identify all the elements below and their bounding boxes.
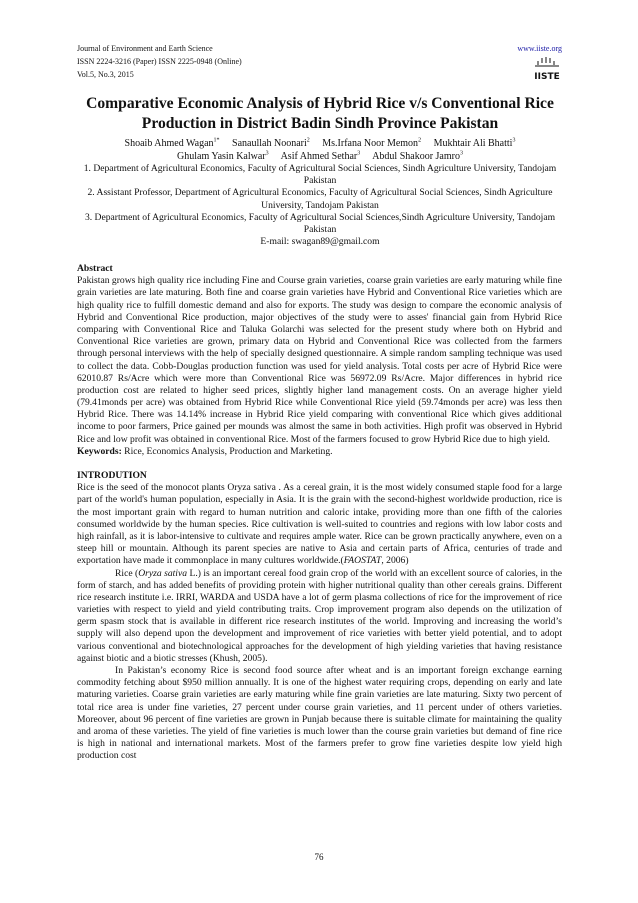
journal-header [77, 42, 562, 81]
author-list: Shoaib Ahmed Wagan$^{1*}$ Sanaullah Noonari$^2$ Ms.Irfana Noor Memon$^2$ Mukhtair Ali Bhatti$^3$ Ghulam Yasin Kalwar$^3$ Asif Ahmed Sethar$^3$ Abdul Shakoor Jamro$^3$ [124, 137, 516, 162]
affiliations [70, 163, 570, 248]
author-name: Asif Ahmed Sethar [280, 150, 358, 162]
page-number: 76 [314, 852, 324, 862]
intro-paragraph-3: In Pakistan’s economy Rice is second food source after wheat and is an important foreign exchange earning commodity fetching about $950 million annually. It is one of the highest water requiring crops, depending on early and late maturing varieties. Coarse grain varieties are early maturing while fine grain varieties are late maturing. Sixty two percent of total rice area is under fine varieties, 27 percent under course grain varieties, and 11 percent under of others varieties. Moreover, about 96 percent of fine varieties are grown in Punjab because there is suitable climate for maintaining the quality and aroma of these varieties. The yield of fine varieties is much lower than the course grain varieties but demand of fine rice is high in national and international markets. Most of the farmers prefer to grow fine varieties despite low yield high production cost [77, 665, 562, 762]
author-name: Mukhtair Ali Bhatti [433, 138, 513, 149]
paper-title: Comparative Economic Analysis of Hybrid Rice v/s Conventional Rice Production in District Badin Sindh Province Pakistan [86, 95, 554, 132]
logo-lettering: IISTE [534, 72, 560, 82]
intro-paragraph-1: Rice is the seed of the monocot plants Oryza sativa . As a cereal grain, it is the most widely consumed staple food for a large part of the world's human population, especially in Asia. It is the grain with the second-highest worldwide production, rice is the most important grain with regard to human nutrition and caloric intake, providing more than one fifth of the calories consumed worldwide by the human species. Rice cultivation is well-suited to countries and regions with low labor costs and high rainfall, as it is labor-intensive to cultivate and requires ample water. Rice can be grown practically anywhere, even on a steep hill or mountain. Although its parent species are native to Asia and certain parts of Africa, centuries of trade and exportation have made it commonplace in many cultures worldwide.(FAOSTAT, 2006) [77, 482, 562, 567]
email-line: E-mail: swagan89@gmail.com [260, 236, 380, 248]
author-name: Ghulam Yasin Kalwar [177, 150, 266, 162]
author-name: Ms.Irfana Noor Memon [322, 138, 419, 149]
affiliation-1: 1. Department of Agricultural Economics, Faculty of Agricultural Social Sciences, Sindh Agriculture University, Tandojam Pakistan [83, 163, 557, 187]
citation-faostat: FAOSTAT [343, 555, 382, 567]
iiste-logo [532, 57, 562, 83]
species-name: Oryza sativa [138, 567, 188, 579]
journal-url-link[interactable]: www.iiste.org [517, 44, 562, 53]
intro-paragraph-2: Rice (Oryza sativa L.) is an important cereal food grain crop of the world with an excellent source of calories, in the form of starch, and has added benefits of providing protein with higher nutritional quality than other cereals grains. Different rice research institute i.e. IRRI, WARDA and USDA have a lot of germ plasma collections of rice for the improvement of rice varieties with respect to yield and yield contributing traits. Crop improvement program also depends on the utilization of germ spasm stock that is available in different rice research institutes of the world. Improving and increasing the world’s supply will also depend upon the development and improvement of rice varieties with better yield potential, and to adopt various conventional and biotechnological approaches for the development of high yielding varieties that having resistance against biotic and a biotic stresses (Khush, 2005). [77, 567, 562, 664]
volume-line: Vol.5, No.3, 2015 [77, 70, 134, 79]
author-name: Shoaib Ahmed Wagan [124, 138, 214, 149]
journal-name: Journal of Environment and Earth Science [77, 44, 213, 53]
author-name: Sanaullah Noonari [232, 138, 307, 149]
intro-heading: INTRODUTION [77, 470, 147, 481]
keywords-text: Rice, Economics Analysis, Production and Marketing. [121, 445, 333, 457]
author-name: Abdul Shakoor Jamro [372, 150, 460, 162]
abstract-heading: Abstract [77, 263, 113, 274]
affiliation-3: 3. Department of Agricultural Economics, Faculty of Agricultural Social Sciences,Sindh Agriculture University, Tandojam Pakistan [84, 211, 556, 236]
issn-line: ISSN 2224-3216 (Paper) ISSN 2225-0948 (Online) [77, 57, 242, 66]
affiliation-2: 2. Assistant Professor, Department of Agricultural Economics, Faculty of Agricultural Social Sciences, Sindh Agriculture University, Tandojam Pakistan [87, 187, 553, 211]
abstract-text: Pakistan grows high quality rice including Fine and Course grain varieties, coarse grain varieties are early maturing while fine grain varieties are late maturing. Both fine and coarse grain varieties have Hybrid and Conventional Rice varieties which are high quality rice to fulfill domestic demand and also for exports. The study was design to compare the economic analysis of Hybrid and Conventional Rice production, major objectives of the study were to asses' financial gain from Hybrid Rice comparing with Conventional Rice and Taluka Golarchi was selected for the present study where both on Hybrid and Conventional Rice varieties are grown, primary data on Hybrid and Conventional Rice was collected from the farmers through personal interviews with the help of specially designed questionnaire. A simple random sampling technique was used to collect the data. Cobb-Douglas production function was used for yield analysis. Total costs per acre of Hybrid Rice were 62010.87 Rs/Acre which were more than Conventional Rice was 56972.09 Rs/Acre. Major differences in hybrid rice production cost are related to higher seed prices, slightly higher land management costs. On an average higher yield (79.41monds per acre) was obtained from Hybrid Rice while Conventional Rice yield (59.74monds per acre) was less then Hybrid Rice. There was 14.14% increase in Hybrid Rice yield comparing with conventional Rice which gives additional income to poor farmers, Price gained per mounds was almost the same in both activities. High profit was observed in Hybrid Rice and low profit was obtained in conventional Rice. Most of the farmers focused to grow Hybrid Rice due to high yield. [77, 275, 562, 445]
keywords-line [77, 446, 562, 458]
paper-body [77, 263, 562, 763]
keywords-label: Keywords: [77, 445, 122, 457]
